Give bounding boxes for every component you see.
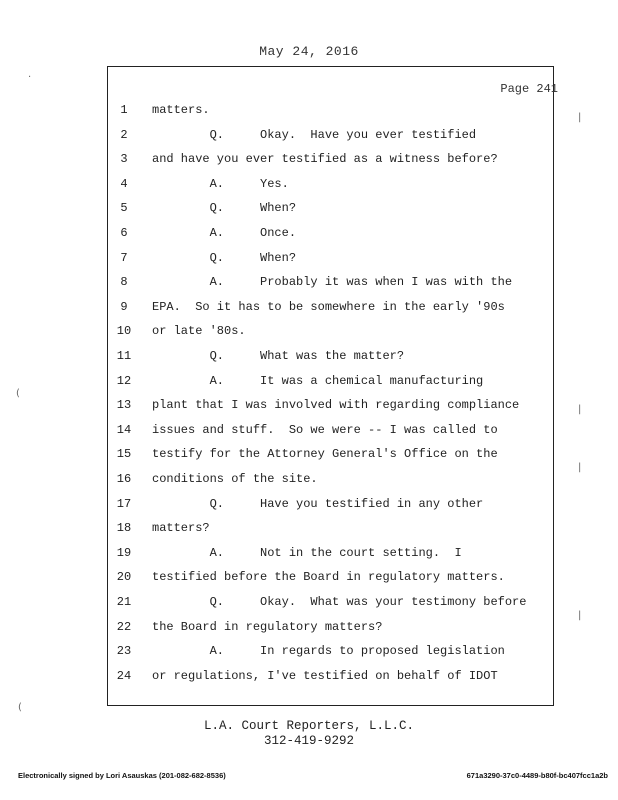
line-number: 13 xyxy=(116,398,132,413)
scan-speck: | xyxy=(578,462,582,473)
line-text: Q. When? xyxy=(152,250,297,265)
line-number: 7 xyxy=(120,250,128,265)
scan-speck: · xyxy=(28,72,32,83)
line-text: conditions of the site. xyxy=(152,472,318,486)
line-number: 24 xyxy=(116,668,132,683)
line-number: 11 xyxy=(116,349,132,363)
line-text: A. Not in the court setting. I xyxy=(152,545,462,560)
line-number: 4 xyxy=(120,176,128,191)
transcript-line xyxy=(0,546,618,566)
transcript-line xyxy=(0,620,618,640)
line-number: 15 xyxy=(116,447,132,462)
line-text: or late '80s. xyxy=(152,324,246,339)
scan-speck: | xyxy=(578,112,582,123)
line-text: issues and stuff. So we were -- I was called to xyxy=(152,422,498,437)
line-number: 16 xyxy=(116,472,132,486)
transcript-line xyxy=(0,398,618,418)
line-number: 3 xyxy=(120,152,128,167)
transcript-line xyxy=(0,521,618,541)
line-number: 10 xyxy=(116,324,132,339)
line-text: A. It was a chemical manufacturing xyxy=(152,373,484,388)
line-number: 22 xyxy=(116,619,132,634)
line-number: 2 xyxy=(120,127,128,142)
line-text: Q. When? xyxy=(152,201,297,216)
transcript-line xyxy=(0,595,618,615)
scan-speck: ( xyxy=(16,388,20,399)
scan-speck: | xyxy=(578,610,582,621)
line-text: matters. xyxy=(152,103,210,117)
line-number: 21 xyxy=(116,595,132,609)
line-number: 14 xyxy=(116,422,132,437)
transcript-line xyxy=(0,300,618,320)
transcript-line xyxy=(0,497,618,517)
line-text: or regulations, I've testified on behalf of IDOT xyxy=(152,668,498,683)
transcript-line xyxy=(0,275,618,295)
transcript-line xyxy=(0,103,618,123)
transcript-line xyxy=(0,251,618,271)
line-text: Q. Okay. What was your testimony before xyxy=(152,595,527,609)
line-text: plant that I was involved with regarding compliance xyxy=(152,398,520,413)
transcript-line xyxy=(0,324,618,344)
transcript-line xyxy=(0,644,618,664)
transcript-line xyxy=(0,201,618,221)
transcript-line xyxy=(0,349,618,369)
transcript-line xyxy=(0,570,618,590)
electronic-signature-note: Electronically signed by Lori Asauskas (201-082-682-8536) xyxy=(18,771,226,780)
line-text: A. Probably it was when I was with the xyxy=(152,275,513,290)
line-number: 8 xyxy=(120,275,128,290)
transcript-line xyxy=(0,152,618,172)
line-number: 1 xyxy=(120,103,128,117)
deposition-date: May 24, 2016 xyxy=(259,44,359,59)
court-reporter-phone: 312-419-9292 xyxy=(263,734,354,748)
line-text: A. Once. xyxy=(152,226,297,240)
transcript-line xyxy=(0,374,618,394)
line-text: A. Yes. xyxy=(152,176,289,191)
line-text: and have you ever testified as a witness before? xyxy=(152,152,498,167)
line-text: Q. Okay. Have you ever testified xyxy=(152,127,477,142)
scan-speck: | xyxy=(578,404,582,415)
page-number-label: Page 241 xyxy=(500,82,558,96)
line-text: Q. What was the matter? xyxy=(152,349,405,363)
line-text: the Board in regulatory matters? xyxy=(152,619,383,634)
transcript-line xyxy=(0,669,618,689)
transcript-line xyxy=(0,447,618,467)
court-reporter-company: L.A. Court Reporters, L.L.C. xyxy=(203,719,415,733)
line-number: 9 xyxy=(120,299,128,314)
line-number: 23 xyxy=(116,644,132,659)
line-number: 6 xyxy=(120,226,128,240)
transcript-line xyxy=(0,226,618,246)
transcript-line xyxy=(0,472,618,492)
line-text: Q. Have you testified in any other xyxy=(152,496,484,511)
line-text: EPA. So it has to be somewhere in the early '90s xyxy=(152,299,505,314)
line-number: 20 xyxy=(116,570,132,585)
line-text: matters? xyxy=(152,521,210,536)
line-number: 5 xyxy=(120,201,128,216)
transcript-line xyxy=(0,423,618,443)
document-id: 671a3290-37c0-4489-b80f-bc407fcc1a2b xyxy=(466,771,608,780)
line-number: 18 xyxy=(116,521,132,536)
transcript-line xyxy=(0,177,618,197)
line-number: 17 xyxy=(116,496,132,511)
line-number: 19 xyxy=(116,545,132,560)
line-number: 12 xyxy=(116,373,132,388)
line-text: testified before the Board in regulatory matters. xyxy=(152,570,505,585)
line-text: testify for the Attorney General's Office on the xyxy=(152,447,498,462)
transcript-line xyxy=(0,128,618,148)
line-text: A. In regards to proposed legislation xyxy=(152,644,505,659)
scan-speck: ( xyxy=(18,702,22,713)
